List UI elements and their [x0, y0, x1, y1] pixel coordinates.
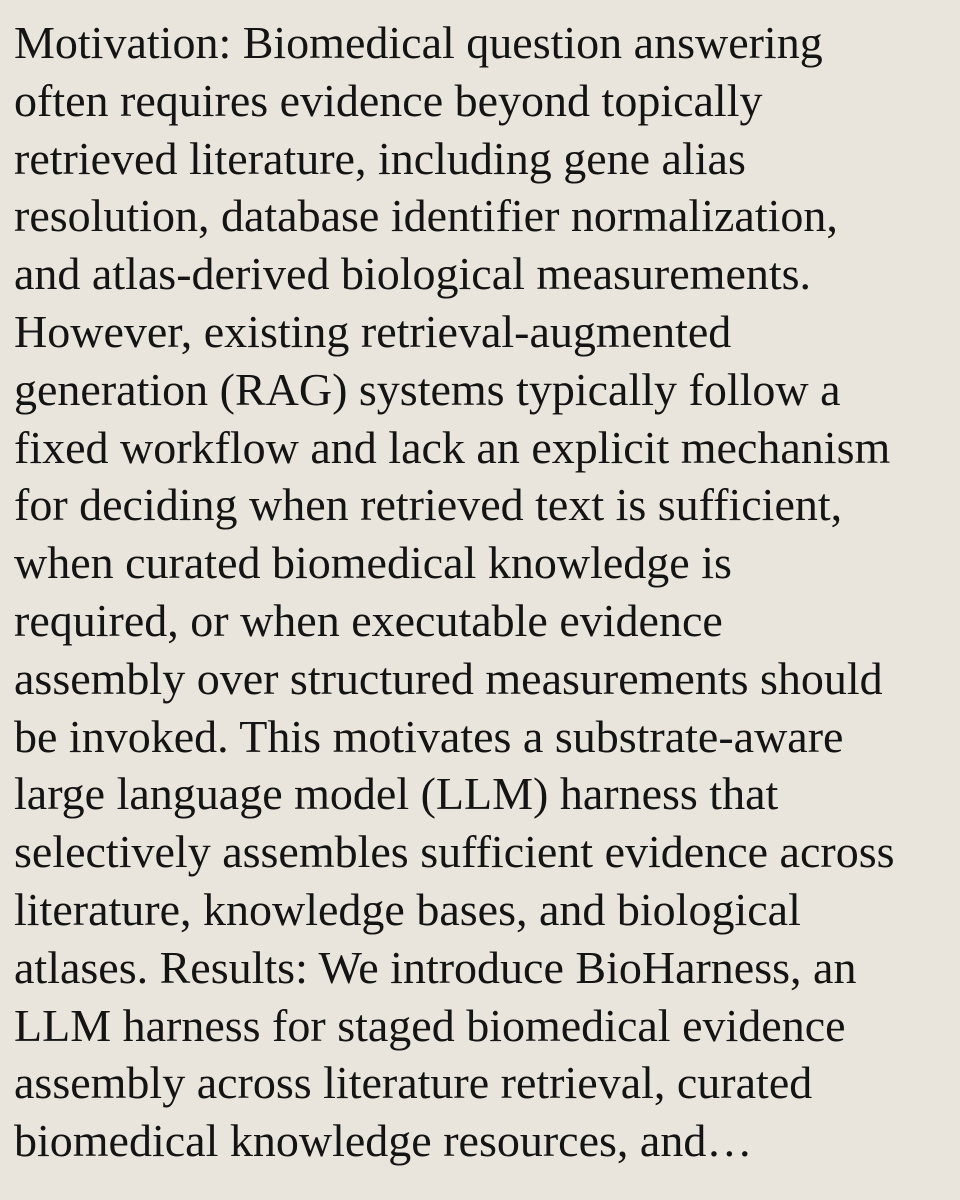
abstract-line: generation (RAG) systems typically follow a: [14, 363, 841, 415]
abstract-line: LLM harness for staged biomedical evidence: [14, 999, 846, 1051]
abstract-line: literature, knowledge bases, and biological: [14, 883, 801, 935]
abstract-line: large language model (LLM) harness that: [14, 768, 779, 820]
abstract-line: when curated biomedical knowledge is: [14, 537, 732, 589]
abstract-line: resolution, database identifier normalization,: [14, 190, 838, 242]
abstract-line: be invoked. This motivates a substrate-aware: [14, 710, 844, 762]
abstract-text: [14, 14, 954, 1170]
abstract-line: atlases. Results: We introduce BioHarness, an: [14, 941, 857, 993]
abstract-line: fixed workflow and lack an explicit mechanism: [14, 421, 891, 473]
abstract-line: assembly over structured measurements should: [14, 652, 883, 704]
abstract-line: often requires evidence beyond topically: [14, 74, 763, 126]
abstract-line: Motivation: Biomedical question answering: [14, 17, 823, 68]
abstract-line: However, existing retrieval-augmented: [14, 305, 732, 357]
abstract-line: biomedical knowledge resources, and…: [14, 1115, 753, 1167]
abstract-line: required, or when executable evidence: [14, 594, 723, 646]
abstract-line: and atlas-derived biological measurements.: [14, 248, 812, 300]
abstract-line: selectively assembles sufficient evidence across: [14, 826, 895, 878]
abstract-line: assembly across literature retrieval, curated: [14, 1057, 813, 1109]
abstract-line: for deciding when retrieved text is sufficient,: [14, 479, 843, 531]
abstract-line: retrieved literature, including gene alias: [14, 132, 746, 184]
